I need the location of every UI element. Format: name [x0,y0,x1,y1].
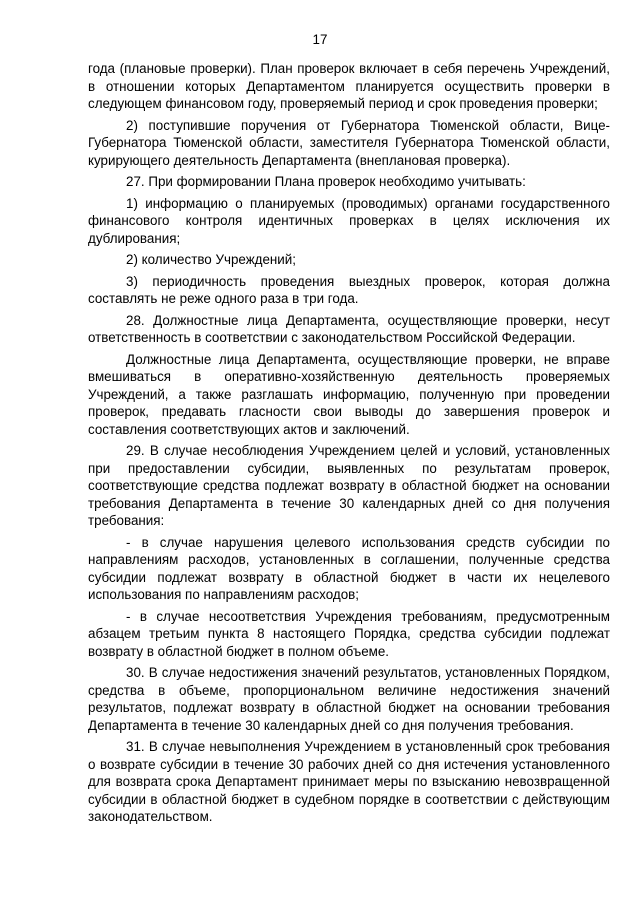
paragraph-clause-27-item-2: 2) количество Учреждений; [126,252,296,267]
paragraph-clause-27-item-1: 1) информацию о планируемых (проводимых) органами государственного финансового контроля идентичных проверках в целях исключения их дублирования; [88,195,610,246]
paragraph-planned-inspections-continued: года (плановые проверки). План проверок включает в себя перечень Учреждений, в отношении которых Департаментом планируется осуществить проверки в следующем финансовом году, проверяемый период и срок проведения проверки; [88,61,610,111]
paragraph-clause-27: 27. При формировании Плана проверок необходимо учитывать: [126,174,526,189]
paragraph-clause-27-item-3: 3) периодичность проведения выездных проверок, которая должна составлять не реже одного раза в три года. [88,273,610,306]
page-body [88,60,610,830]
paragraph-clause-31: 31. В случае невыполнения Учреждением в установленный срок требования о возврате субсидии в течение 30 рабочих дней со дня истечения установленного для возврата срока Департамент принимает меры по взысканию невозвращенной субсидии в областной бюджет в судебном порядке в соответствии с действующим законодательством. [88,739,610,824]
paragraph-clause-30: 30. В случае недостижения значений результатов, установленных Порядком, средства в объеме, пропорциональном величине недостижения значений результатов, подлежат возврату в областной бюджет на основании требования Департамента в течение 30 календарных дней со дня получения требования. [88,665,610,733]
paragraph-clause-29-nonconformity: - в случае несоответствия Учреждения требованиям, предусмотренным абзацем третьим пункта 8 настоящего Порядка, средства субсидии подлежат возврату в областной бюджет в полном объеме. [88,608,610,659]
paragraph-clause-29: 29. В случае несоблюдения Учреждением целей и условий, установленных при предоставлении субсидии, выявленных по результатам проверок, соответствующие средства подлежат возврату в областной бюджет на основании требования Департамента в течение 30 календарных дней со дня получения требования: [88,443,610,528]
paragraph-clause-29-misuse: - в случае нарушения целевого использования средств субсидии по направлениям расходов, установленных в соглашении, полученные средства субсидии подлежат возврату в областной бюджет в части их нецелевого использования по направлениям расходов; [88,534,610,602]
paragraph-clause-28: 28. Должностные лица Департамента, осуществляющие проверки, несут ответственность в соответствии с законодательством Российской Федерации. [88,312,610,345]
paragraph-clause-28-officials: Должностные лица Департамента, осуществляющие проверки, не вправе вмешиваться в оперативно-хозяйственную деятельность проверяемых Учреждений, а также разглашать информацию, полученную при проведении проверок, предавать гласности свои выводы до завершения проверок и составления соответствующих актов и заключений. [88,351,610,437]
page-number: 17 [312,32,328,47]
paragraph-item-2-governor-instructions: 2) поступившие поручения от Губернатора Тюменской области, Вице-Губернатора Тюменской области, заместителя Губернатора Тюменской области, курирующего деятельность Департамента (внеплановая проверка). [88,117,610,168]
